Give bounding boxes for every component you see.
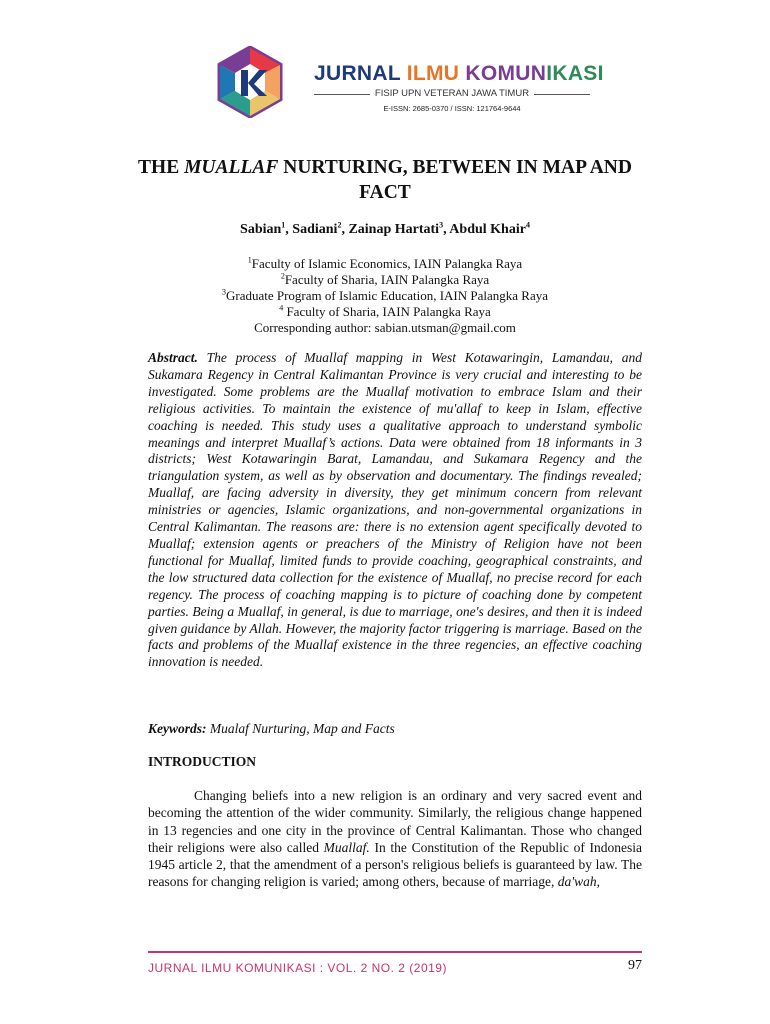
keywords-label: Keywords: [148,721,207,736]
issn-text: E-ISSN: 2685-0370 / ISSN: 121764-9644 [383,104,521,113]
author-name: Abdul Khair [449,222,526,237]
affiliation: $^2$Faculty of Sharia, IAIN Palangka Raya [280,271,490,287]
journal-name: JURNAL ILMU KOMUNIKASI [314,62,604,85]
author-name: Sadiani [292,222,338,237]
keywords [148,721,642,737]
corresponding-author: Corresponding author: sabian.utsman@gmail.com [254,320,516,335]
author-name: Zainap Hartati [348,222,440,237]
publisher-line [314,88,590,102]
page-number: 97 [628,958,642,973]
journal-logo-icon [214,46,286,118]
publisher-text: FISIP UPN VETERAN JAWA TIMUR [374,88,530,99]
footer-divider [148,951,642,953]
abstract [148,350,642,671]
abstract-label: Abstract. [148,350,198,365]
journal-header [214,40,604,120]
abstract-text: The process of Muallaf mapping in West Kotawaringin, Lamandau, and Sukamara Regency in Central Kalimantan Province is very crucial and interesting to be investigated. Some problems are the Muallaf motivation to embrace Islam and their religious activities. To maintain the existence of mu'allaf to keep in Islam, effective coaching is needed. This study uses a qualitative approach to understand symbolic meanings and interpret Muallaf’s actions. Data were obtained from 18 informants in 3 districts; West Kotawaringin Barat, Lamandau, and Sukamara Regency and the triangulation system, as well as by observation and documentary. The findings revealed; Muallaf, are facing adversity in diversity, they get minimum concern from relevant ministries or agencies, Islamic organizations, and non-governmental organizations in Central Kalimantan. The reasons are: there is no extension agent specifically devoted to Muallaf; extension agents or preachers of the Ministry of Religion have not been functional for Muallaf, limited funds to provide coaching, geographical constraints, and the low structured data collection for the existence of Muallaf, no precise record for each regency. The process of coaching mapping is to picture of coaching done by competent parties. Being a Muallaf, in general, is due to marriage, one's desires, and then it is indeed given guidance by Allah. However, the majority factor triggering is marriage. Based on the facts and problems of the Muallaf existence in the three regencies, an effective coaching innovation is needed. [148,350,642,670]
divider [314,94,370,95]
divider [534,94,590,95]
affiliation: $^3$Graduate Program of Islamic Education, IAIN Palangka Raya [221,287,548,303]
footer-journal-issue: JURNAL ILMU KOMUNIKASI : VOL. 2 NO. 2 (2019) [148,961,447,975]
body-paragraph: Changing beliefs into a new religion is an ordinary and very sacred event and becoming the attention of the wider community. Similarly, the religious change happened in 13 regencies and one city in the province of Central Kalimantan. Those who changed their religions were also called Muallaf. In the Constitution of the Republic of Indonesia 1945 article 2, that the amendment of a person's religious beliefs is guaranteed by law. The reasons for changing religion is varied; among others, because of marriage, da'wah, [148,788,642,890]
author-name: Sabian [240,222,282,237]
author-list: Sabian$^1$, Sadiani$^2$, Zainap Hartati$^3$, Abdul Khair$^4$ [240,220,530,237]
paper-title: THE MUALLAF NURTURING, BETWEEN IN MAP AND FACT [138,157,632,203]
affiliation: $^4$ Faculty of Sharia, IAIN Palangka Raya [279,303,491,319]
keywords-text: Mualaf Nurturing, Map and Facts [206,721,395,736]
affiliation-list [120,256,650,336]
affiliation: $^1$Faculty of Islamic Economics, IAIN Palangka Raya [247,255,523,271]
section-heading: INTRODUCTION [148,754,257,769]
